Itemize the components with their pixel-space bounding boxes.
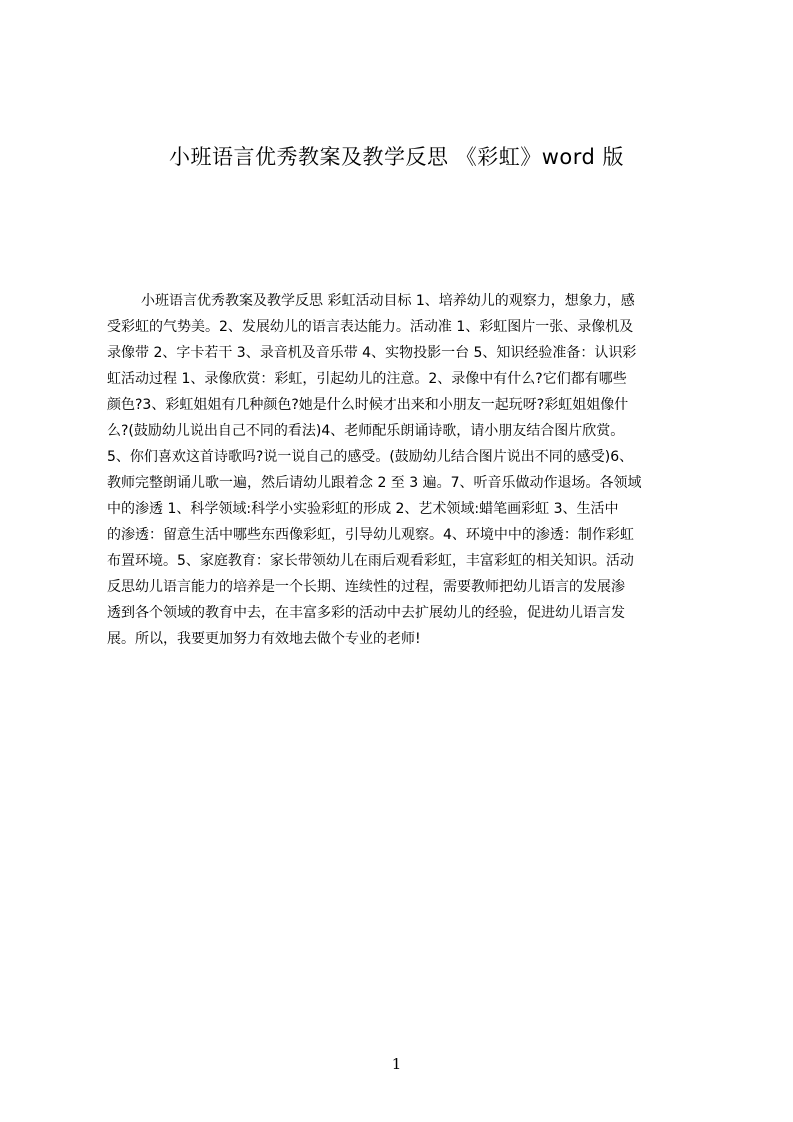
body-line: 的渗透：留意生活中哪些东西像彩虹，引导幼儿观察。4、环境中中的渗透：制作彩虹 — [107, 527, 634, 543]
body-line: 反思幼儿语言能力的培养是一个长期、连续性的过程，需要教师把幼儿语言的发展渗 — [107, 579, 625, 595]
body-line: 展。所以，我要更加努力有效地去做个专业的老师! — [107, 631, 421, 647]
body-line: 教师完整朗诵儿歌一遍，然后请幼儿跟着念 2 至 3 遍。7、听音乐做动作退场。各领域 — [107, 475, 642, 491]
document-body — [107, 288, 699, 652]
page-number: 1 — [391, 1055, 402, 1073]
body-line: 小班语言优秀教案及教学反思 彩虹活动目标 1、培养幼儿的观察力，想象力，感 — [141, 293, 635, 309]
body-line: 颜色?3、彩虹姐姐有几种颜色?她是什么时候才出来和小朋友一起玩呀?彩虹姐姐像什 — [107, 397, 629, 413]
body-line: 虹活动过程 1、录像欣赏：彩虹，引起幼儿的注意。2、录像中有什么?它们都有哪些 — [107, 371, 627, 387]
body-line: 透到各个领域的教育中去，在丰富多彩的活动中去扩展幼儿的经验，促进幼儿语言发 — [107, 605, 625, 621]
body-line: 录像带 2、字卡若干 3、录音机及音乐带 4、实物投影一台 5、知识经验准备：认识彩 — [107, 345, 637, 361]
body-line: 么?(鼓励幼儿说出自己不同的看法)4、老师配乐朗诵诗歌，请小朋友结合图片欣赏。 — [107, 423, 625, 439]
body-line: 受彩虹的气势美。2、发展幼儿的语言表达能力。活动准 1、彩虹图片一张、录像机及 — [107, 319, 634, 335]
document-title: 小班语言优秀教案及教学反思 《彩虹》word 版 — [169, 145, 624, 169]
body-line: 5、你们喜欢这首诗歌吗?说一说自己的感受。(鼓励幼儿结合图片说出不同的感受)6、 — [107, 449, 634, 465]
body-line: 中的渗透 1、科学领域:科学小实验彩虹的形成 2、艺术领域:蜡笔画彩虹 3、生活中 — [107, 501, 619, 517]
body-line: 布置环境。5、家庭教育：家长带领幼儿在雨后观看彩虹，丰富彩虹的相关知识。活动 — [107, 553, 634, 569]
